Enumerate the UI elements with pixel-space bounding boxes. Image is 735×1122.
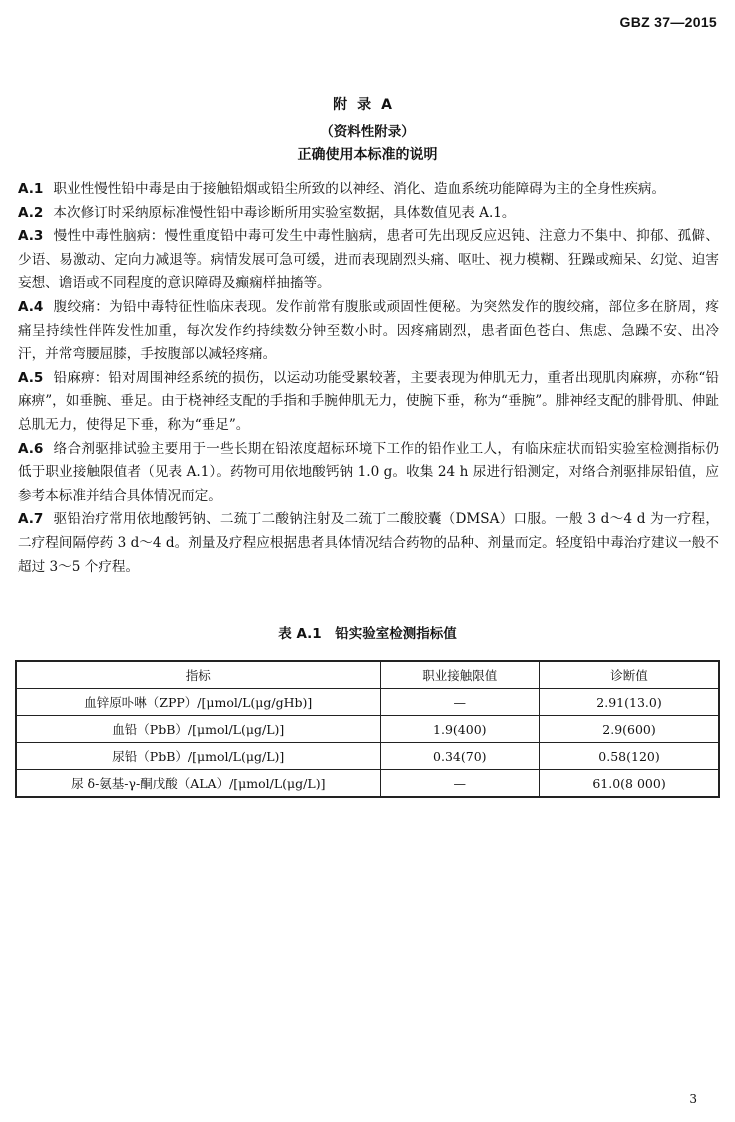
clause-a7 xyxy=(18,508,719,579)
lab-indicator-table xyxy=(15,660,720,798)
clause-a3 xyxy=(18,225,719,296)
clause-text: 铅麻痹：铅对周围神经系统的损伤，以运动功能受累较著，主要表现为伸肌无力，重者出现肌肉麻痹，亦称“铅麻痹”，如垂腕、垂足。由于桡神经支配的手指和手腕伸肌无力，使腕下垂，称为“垂腕”。腓神经支配的腓骨肌、伸趾总肌无力，使得足下垂，称为“垂足”。 xyxy=(18,369,719,433)
clause-number: A.7 xyxy=(18,511,44,528)
clause-a4 xyxy=(18,296,719,367)
table-header-row xyxy=(16,661,719,689)
column-header: 职业接触限值 xyxy=(380,661,540,689)
appendix-title: 附录A xyxy=(333,97,402,113)
table-caption: 表 A.1 铅实验室检测指标值 xyxy=(278,626,457,642)
page-number: 3 xyxy=(689,1092,697,1106)
clause-number: A.2 xyxy=(18,204,44,221)
table-cell: 尿 δ-氨基-γ-酮戊酸（ALA）/[μmol/L(μg/L)] xyxy=(16,770,380,798)
clause-number: A.3 xyxy=(18,228,44,245)
clause-text: 驱铅治疗常用依地酸钙钠、二巯丁二酸钠注射及二巯丁二酸胶囊（DMSA）口服。一般 3 d～4 d 为一疗程，二疗程间隔停药 3 d～4 d。剂量及疗程应根据患者具体情况结合药物的品种、剂量而定。轻度铅中毒治疗建议一般不超过 3～5 个疗程。 xyxy=(18,511,719,575)
clause-a2 xyxy=(18,202,719,226)
table-row xyxy=(16,716,719,743)
table-cell: 1.9(400) xyxy=(380,716,540,743)
column-header: 诊断值 xyxy=(540,661,719,689)
clause-text: 腹绞痛：为铅中毒特征性临床表现。发作前常有腹胀或顽固性便秘。为突然发作的腹绞痛，部位多在脐周，疼痛呈持续性伴阵发性加重，每次发作约持续数分钟至数小时。因疼痛剧烈，患者面色苍白、焦虑、急躁不安、出冷汗，并常弯腰屈膝，手按腹部以减轻疼痛。 xyxy=(18,298,719,363)
table-cell: 血铅（PbB）/[μmol/L(μg/L)] xyxy=(16,716,380,743)
table-row xyxy=(16,743,719,770)
appendix-subtitle: （资料性附录） xyxy=(320,124,415,140)
table-row xyxy=(16,770,719,798)
clause-a6 xyxy=(18,438,719,509)
appendix-heading: 正确使用本标准的说明 xyxy=(297,147,438,163)
table-row xyxy=(16,689,719,716)
table-cell: 尿铅（PbB）/[μmol/L(μg/L)] xyxy=(16,743,380,770)
clause-text: 本次修订时采纳原标准慢性铅中毒诊断所用实验室数据，具体数值见表 A.1。 xyxy=(53,204,516,221)
standard-code: GBZ 37—2015 xyxy=(619,14,717,30)
clause-text: 络合剂驱排试验主要用于一些长期在铅浓度超标环境下工作的铅作业工人，有临床症状而铅实验室检测指标仍低于职业接触限值者（见表 A.1）。药物可用依地酸钙钠 1.0 g。收集 24 h 尿进行铅测定，对络合剂驱排尿铅值，应参考本标准并结合具体情况而定。 xyxy=(18,440,719,504)
table-cell: 0.34(70) xyxy=(380,743,540,770)
clause-a5 xyxy=(18,367,719,438)
clause-number: A.5 xyxy=(18,369,44,386)
table-cell: 血锌原卟啉（ZPP）/[μmol/L(μg/gHb)] xyxy=(16,689,380,716)
clause-number: A.1 xyxy=(18,181,44,197)
column-header: 指标 xyxy=(16,661,380,689)
table-cell: 61.0(8 000) xyxy=(540,770,719,798)
table-cell: — xyxy=(380,689,540,716)
clause-text: 慢性中毒性脑病：慢性重度铅中毒可发生中毒性脑病，患者可先出现反应迟钝、注意力不集中、抑郁、孤僻、少语、易激动、定向力减退等。病情发展可急可缓，进而表现剧烈头痛、呕吐、视力模糊、狂躁或痴呆、幻觉、迫害妄想、谵语或不同程度的意识障碍及癫痫样抽搐等。 xyxy=(18,228,719,292)
table-cell: 2.9(600) xyxy=(540,716,719,743)
table-cell: 0.58(120) xyxy=(540,743,719,770)
clause-number: A.4 xyxy=(18,298,44,315)
clauses-section xyxy=(18,178,719,579)
clause-a1 xyxy=(18,178,719,202)
clause-text: 职业性慢性铅中毒是由于接触铅烟或铅尘所致的以神经、消化、造血系统功能障碍为主的全身性疾病。 xyxy=(53,181,666,197)
clause-number: A.6 xyxy=(18,440,44,457)
table-cell: — xyxy=(380,770,540,798)
table-cell: 2.91(13.0) xyxy=(540,689,719,716)
